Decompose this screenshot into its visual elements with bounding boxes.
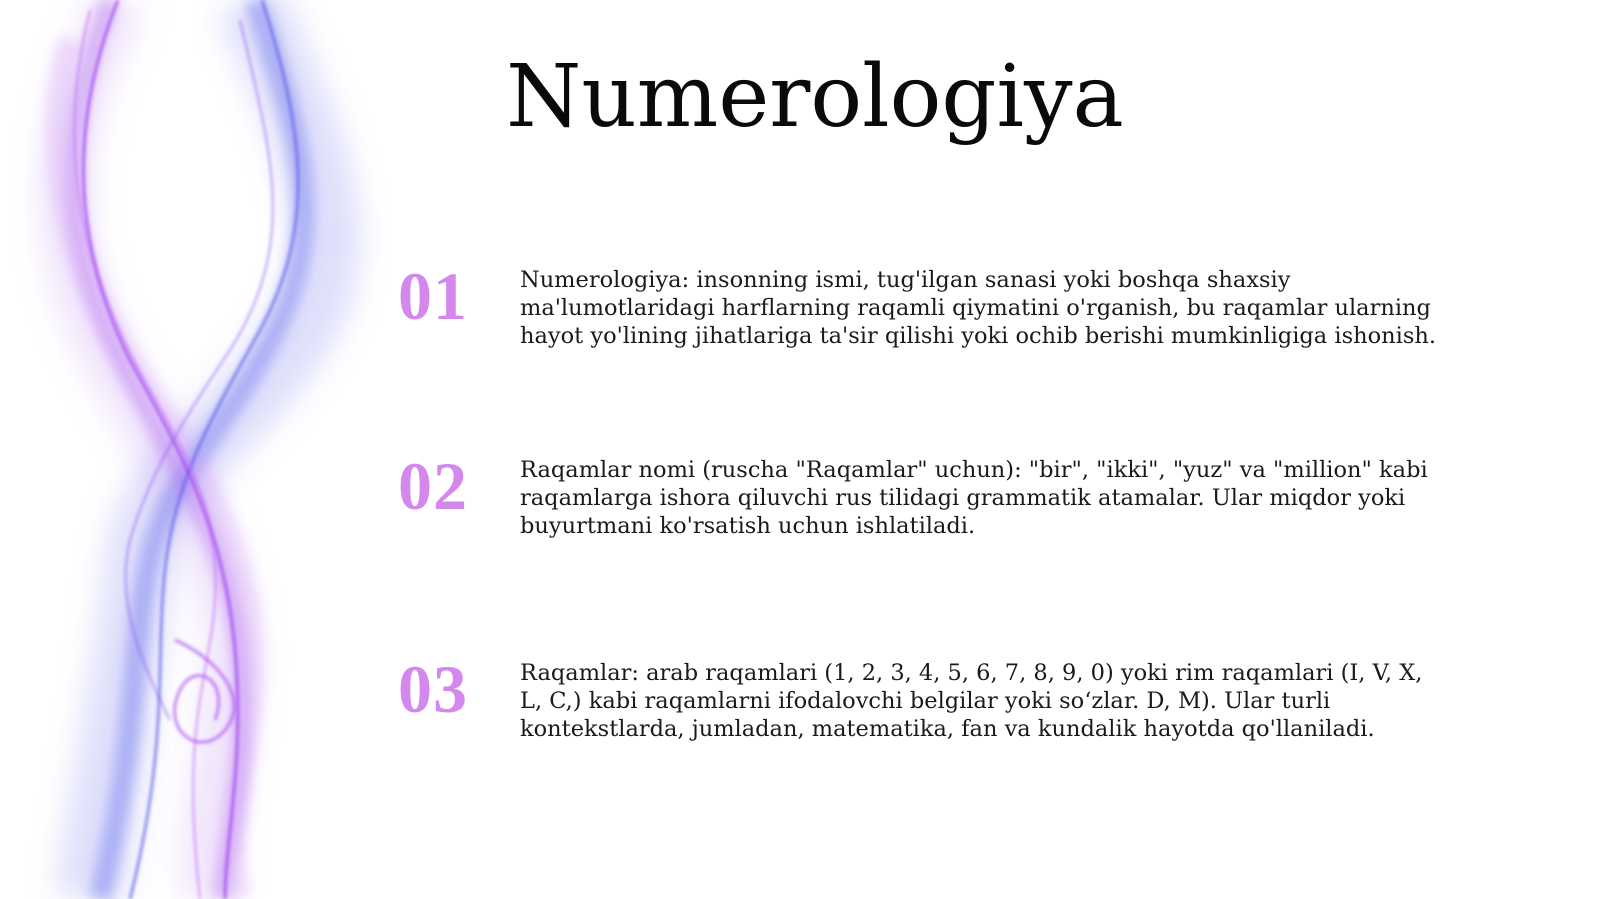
item-text: Raqamlar: arab raqamlari (1, 2, 3, 4, 5, 6, 7, 8, 9, 0) yoki rim raqamlari (I, V, X, L, C,) kabi raqamlarni ifodalovchi belgilar yoki so‘zlar. D, M). Ular turli kontekstlarda, jumladan, matematika, fan va kundalik hayotda qo'llaniladi. — [520, 660, 1423, 742]
item-number: 02 — [398, 448, 468, 524]
item-number: 01 — [398, 258, 468, 334]
item-text: Raqamlar nomi (ruscha "Raqamlar" uchun): "bir", "ikki", "yuz" va "million" kabi raqamlarga ishora qiluvchi rus tilidagi grammatik atamalar. Ular miqdor yoki buyurtmani ko'rsatish uchun ishlatiladi. — [520, 457, 1428, 539]
slide-title: Numerologiya — [506, 47, 1124, 147]
item-number: 03 — [398, 651, 468, 727]
item-text: Numerologiya: insonning ismi, tug'ilgan sanasi yoki boshqa shaxsiy ma'lumotlaridagi harflarning raqamli qiymatini o'rganish, bu raqamlar ularning hayot yo'lining jihatlariga ta'sir qilishi yoki ochib berishi mumkinligiga ishonish. — [520, 267, 1437, 349]
